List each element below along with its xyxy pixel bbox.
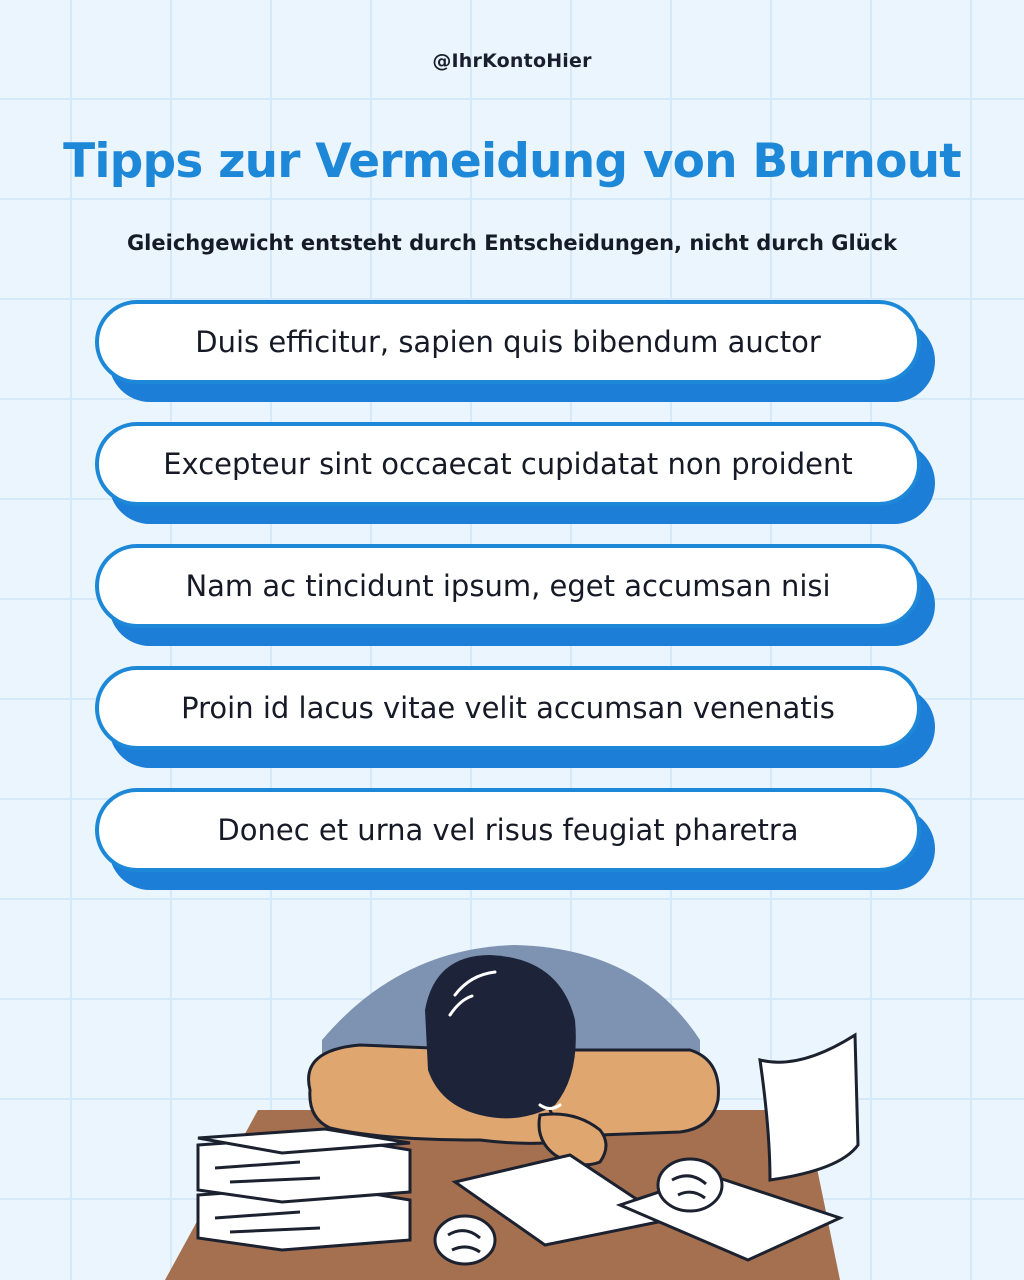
tip-item <box>95 300 935 422</box>
tip-card: Proin id lacus vitae velit accumsan venenatis <box>95 666 921 750</box>
tip-card: Duis efficitur, sapien quis bibendum auctor <box>95 300 921 384</box>
tip-item <box>95 666 935 788</box>
tip-item <box>95 544 935 666</box>
paper-stack <box>198 1129 410 1250</box>
tips-list <box>95 300 935 910</box>
tip-item <box>95 788 935 910</box>
tip-item <box>95 422 935 544</box>
hair <box>425 955 576 1118</box>
exhausted-person-at-desk-illustration <box>0 900 1024 1280</box>
page-title: Tipps zur Vermeidung von Burnout <box>63 134 961 189</box>
tip-card: Excepteur sint occaecat cupidatat non proident <box>95 422 921 506</box>
tip-card: Nam ac tincidunt ipsum, eget accumsan nisi <box>95 544 921 628</box>
tip-card: Donec et urna vel risus feugiat pharetra <box>95 788 921 872</box>
page-subtitle: Gleichgewicht entsteht durch Entscheidungen, nicht durch Glück <box>126 231 898 255</box>
account-handle: @IhrKontoHier <box>432 50 592 72</box>
